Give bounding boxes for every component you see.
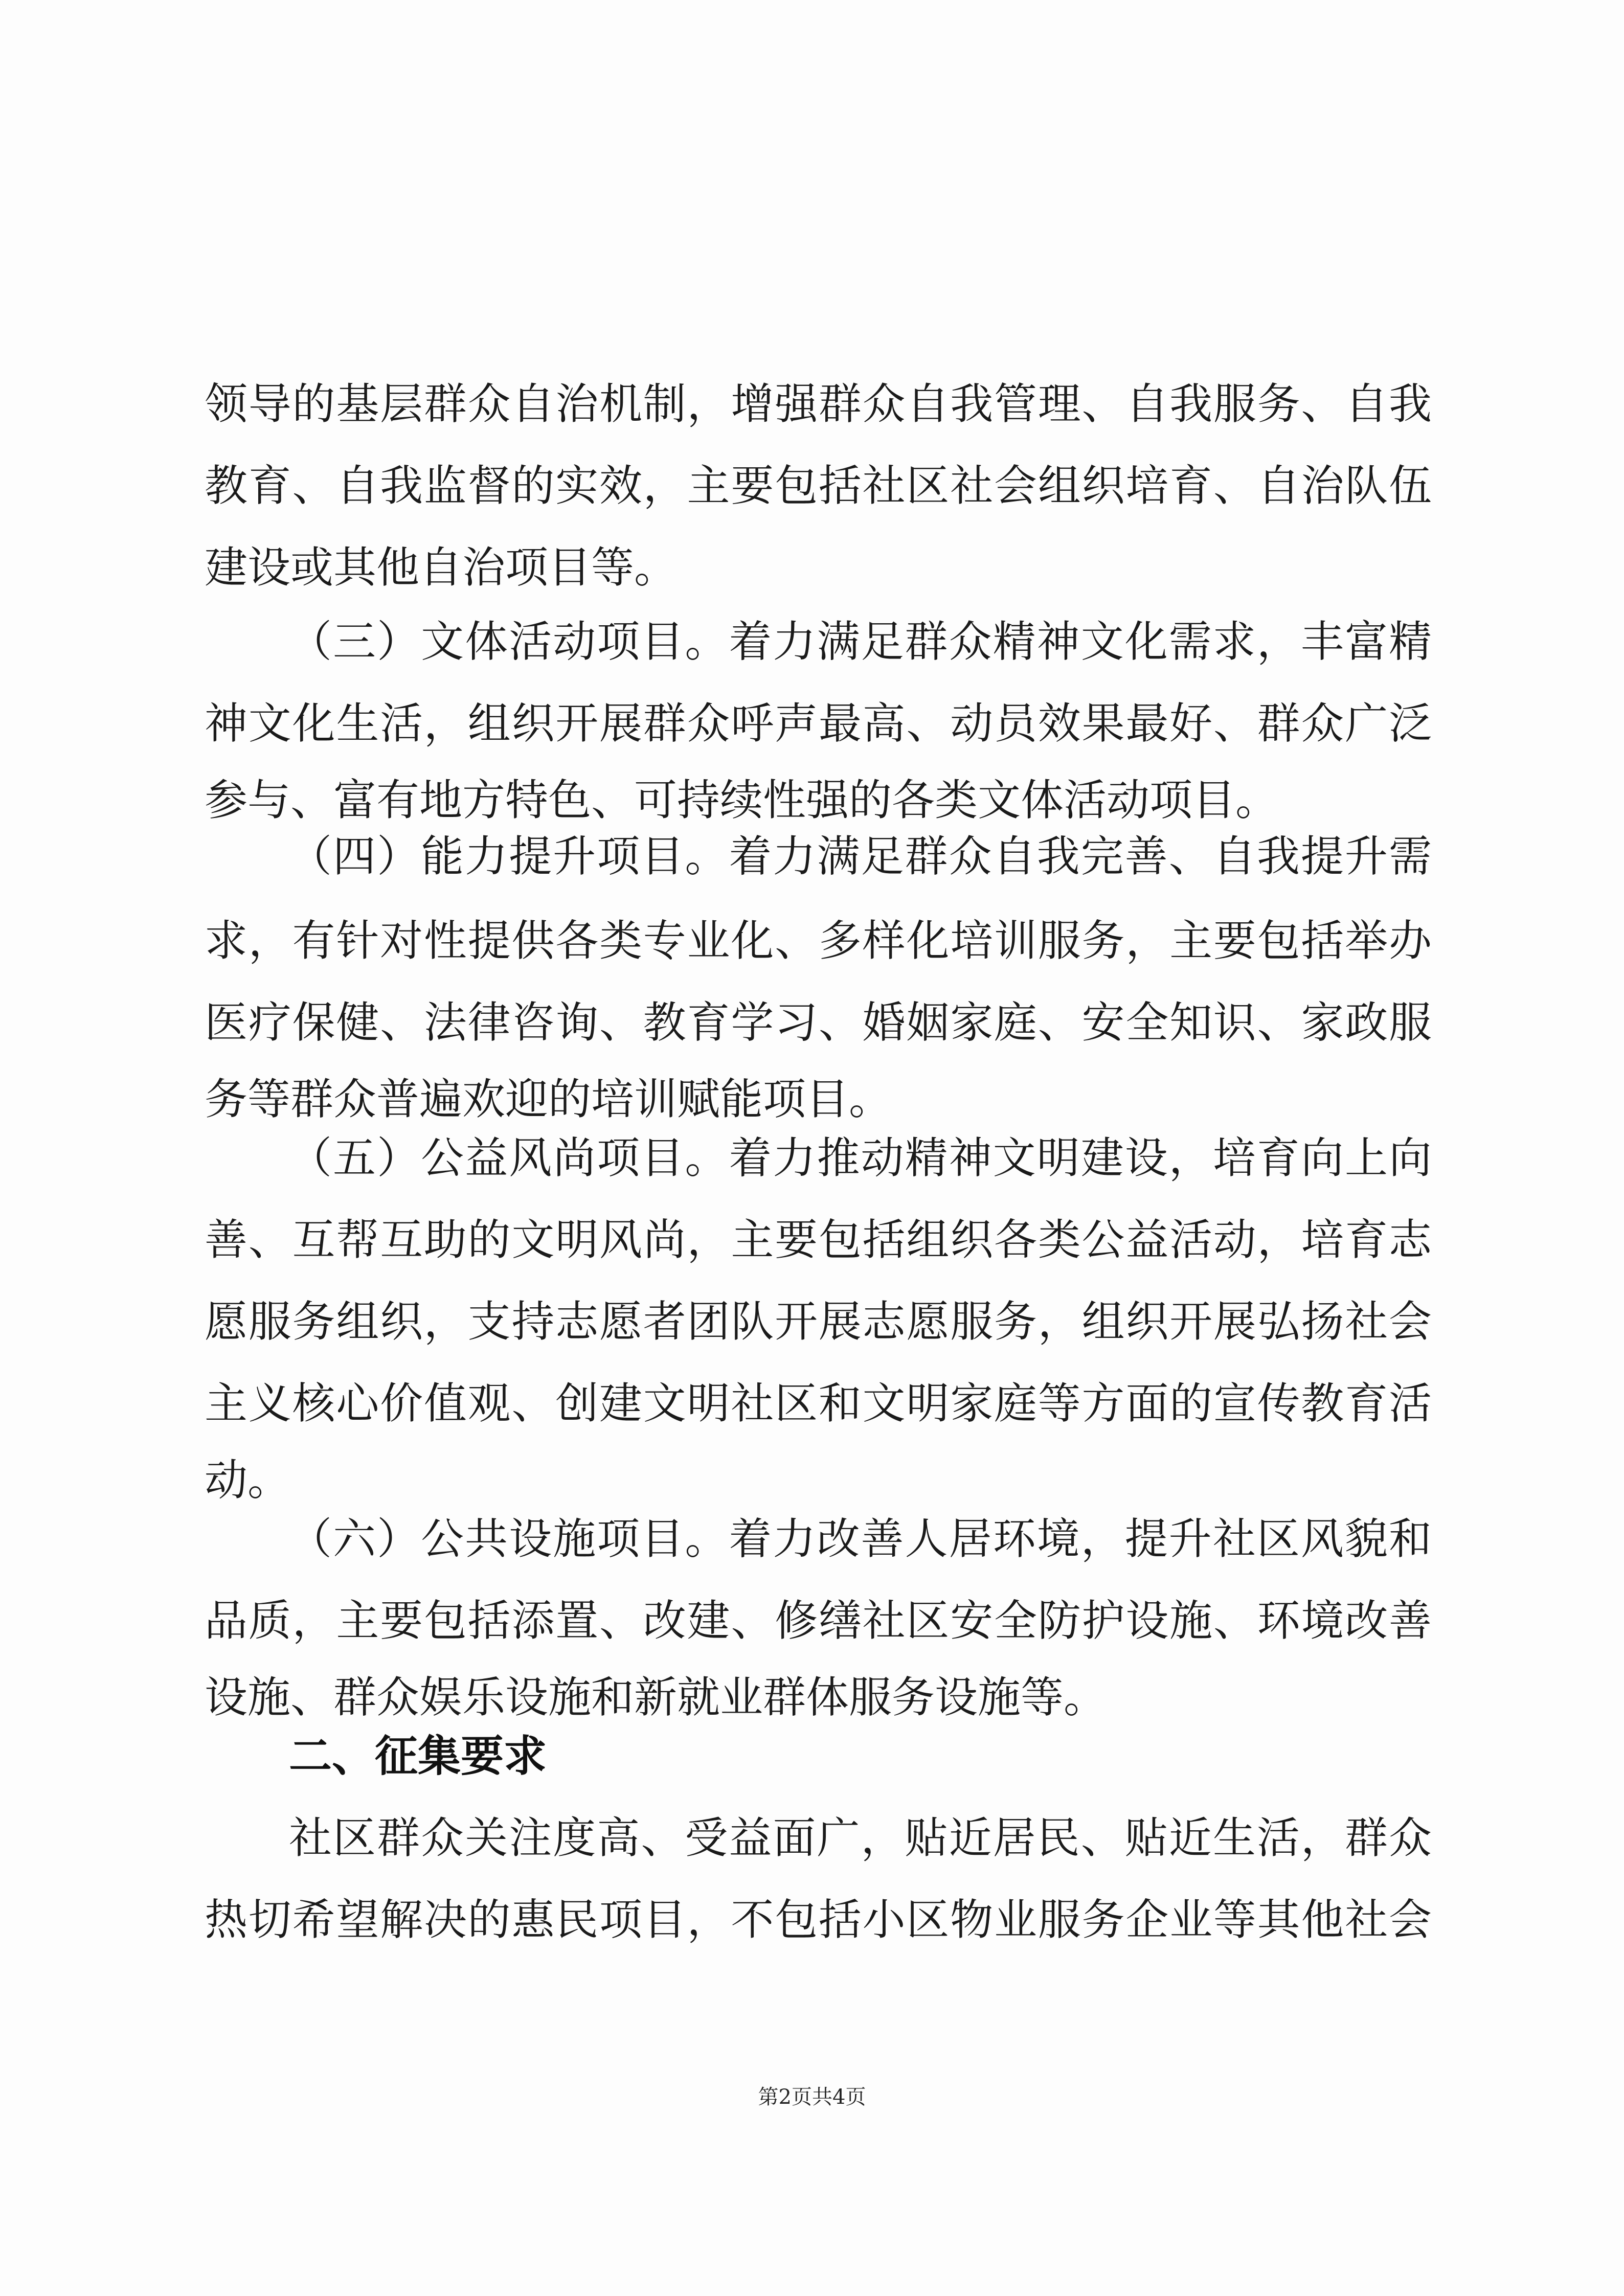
body-line: 参与、富有地方特色、可持续性强的各类文体活动项目。 (205, 775, 1279, 825)
body-line: 设施、群众娱乐设施和新就业群体服务设施等。 (205, 1672, 1107, 1722)
body-line: 务等群众普遍欢迎的培训赋能项目。 (205, 1074, 892, 1124)
body-line: 神文化生活，组织开展群众呼声最高、动员效果最好、群众广泛 (205, 698, 1432, 748)
body-line: 领导的基层群众自治机制，增强群众自我管理、自我服务、自我 (205, 379, 1432, 429)
body-line: 热切希望解决的惠民项目，不包括小区物业服务企业等其他社会 (205, 1895, 1432, 1945)
body-line: 愿服务组织，支持志愿者团队开展志愿服务，组织开展弘扬社会 (205, 1297, 1432, 1347)
body-line: 社区群众关注度高、受益面广，贴近居民、贴近生活，群众 (289, 1813, 1432, 1863)
body-line: 品质，主要包括添置、改建、修缮社区安全防护设施、环境改善 (205, 1596, 1432, 1646)
paragraph-heading-public-facilities: （六）公共设施项目。着力改善人居环境，提升社区风貌和 (289, 1514, 1432, 1564)
paragraph-heading-capacity: （四）能力提升项目。着力满足群众自我完善、自我提升需 (289, 831, 1432, 881)
body-line: 医疗保健、法律咨询、教育学习、婚姻家庭、安全知识、家政服 (205, 997, 1432, 1048)
section-heading: 二、征集要求 (289, 1731, 547, 1781)
body-line: 建设或其他自治项目等。 (205, 542, 678, 593)
paragraph-heading-culture-sports: （三）文体活动项目。着力满足群众精神文化需求，丰富精 (289, 617, 1432, 667)
paragraph-heading-public-welfare: （五）公益风尚项目。着力推动精神文明建设，培育向上向 (289, 1133, 1432, 1183)
body-line: 求，有针对性提供各类专业化、多样化培训服务，主要包括举办 (205, 916, 1432, 966)
page-number-footer: 第2页共4页 (758, 2085, 866, 2109)
body-line: 动。 (205, 1455, 291, 1505)
body-line: 主义核心价值观、创建文明社区和文明家庭等方面的宣传教育活 (205, 1378, 1432, 1428)
body-line: 善、互帮互助的文明风尚，主要包括组织各类公益活动，培育志 (205, 1215, 1432, 1265)
body-line: 教育、自我监督的实效，主要包括社区社会组织培育、自治队伍 (205, 461, 1432, 511)
